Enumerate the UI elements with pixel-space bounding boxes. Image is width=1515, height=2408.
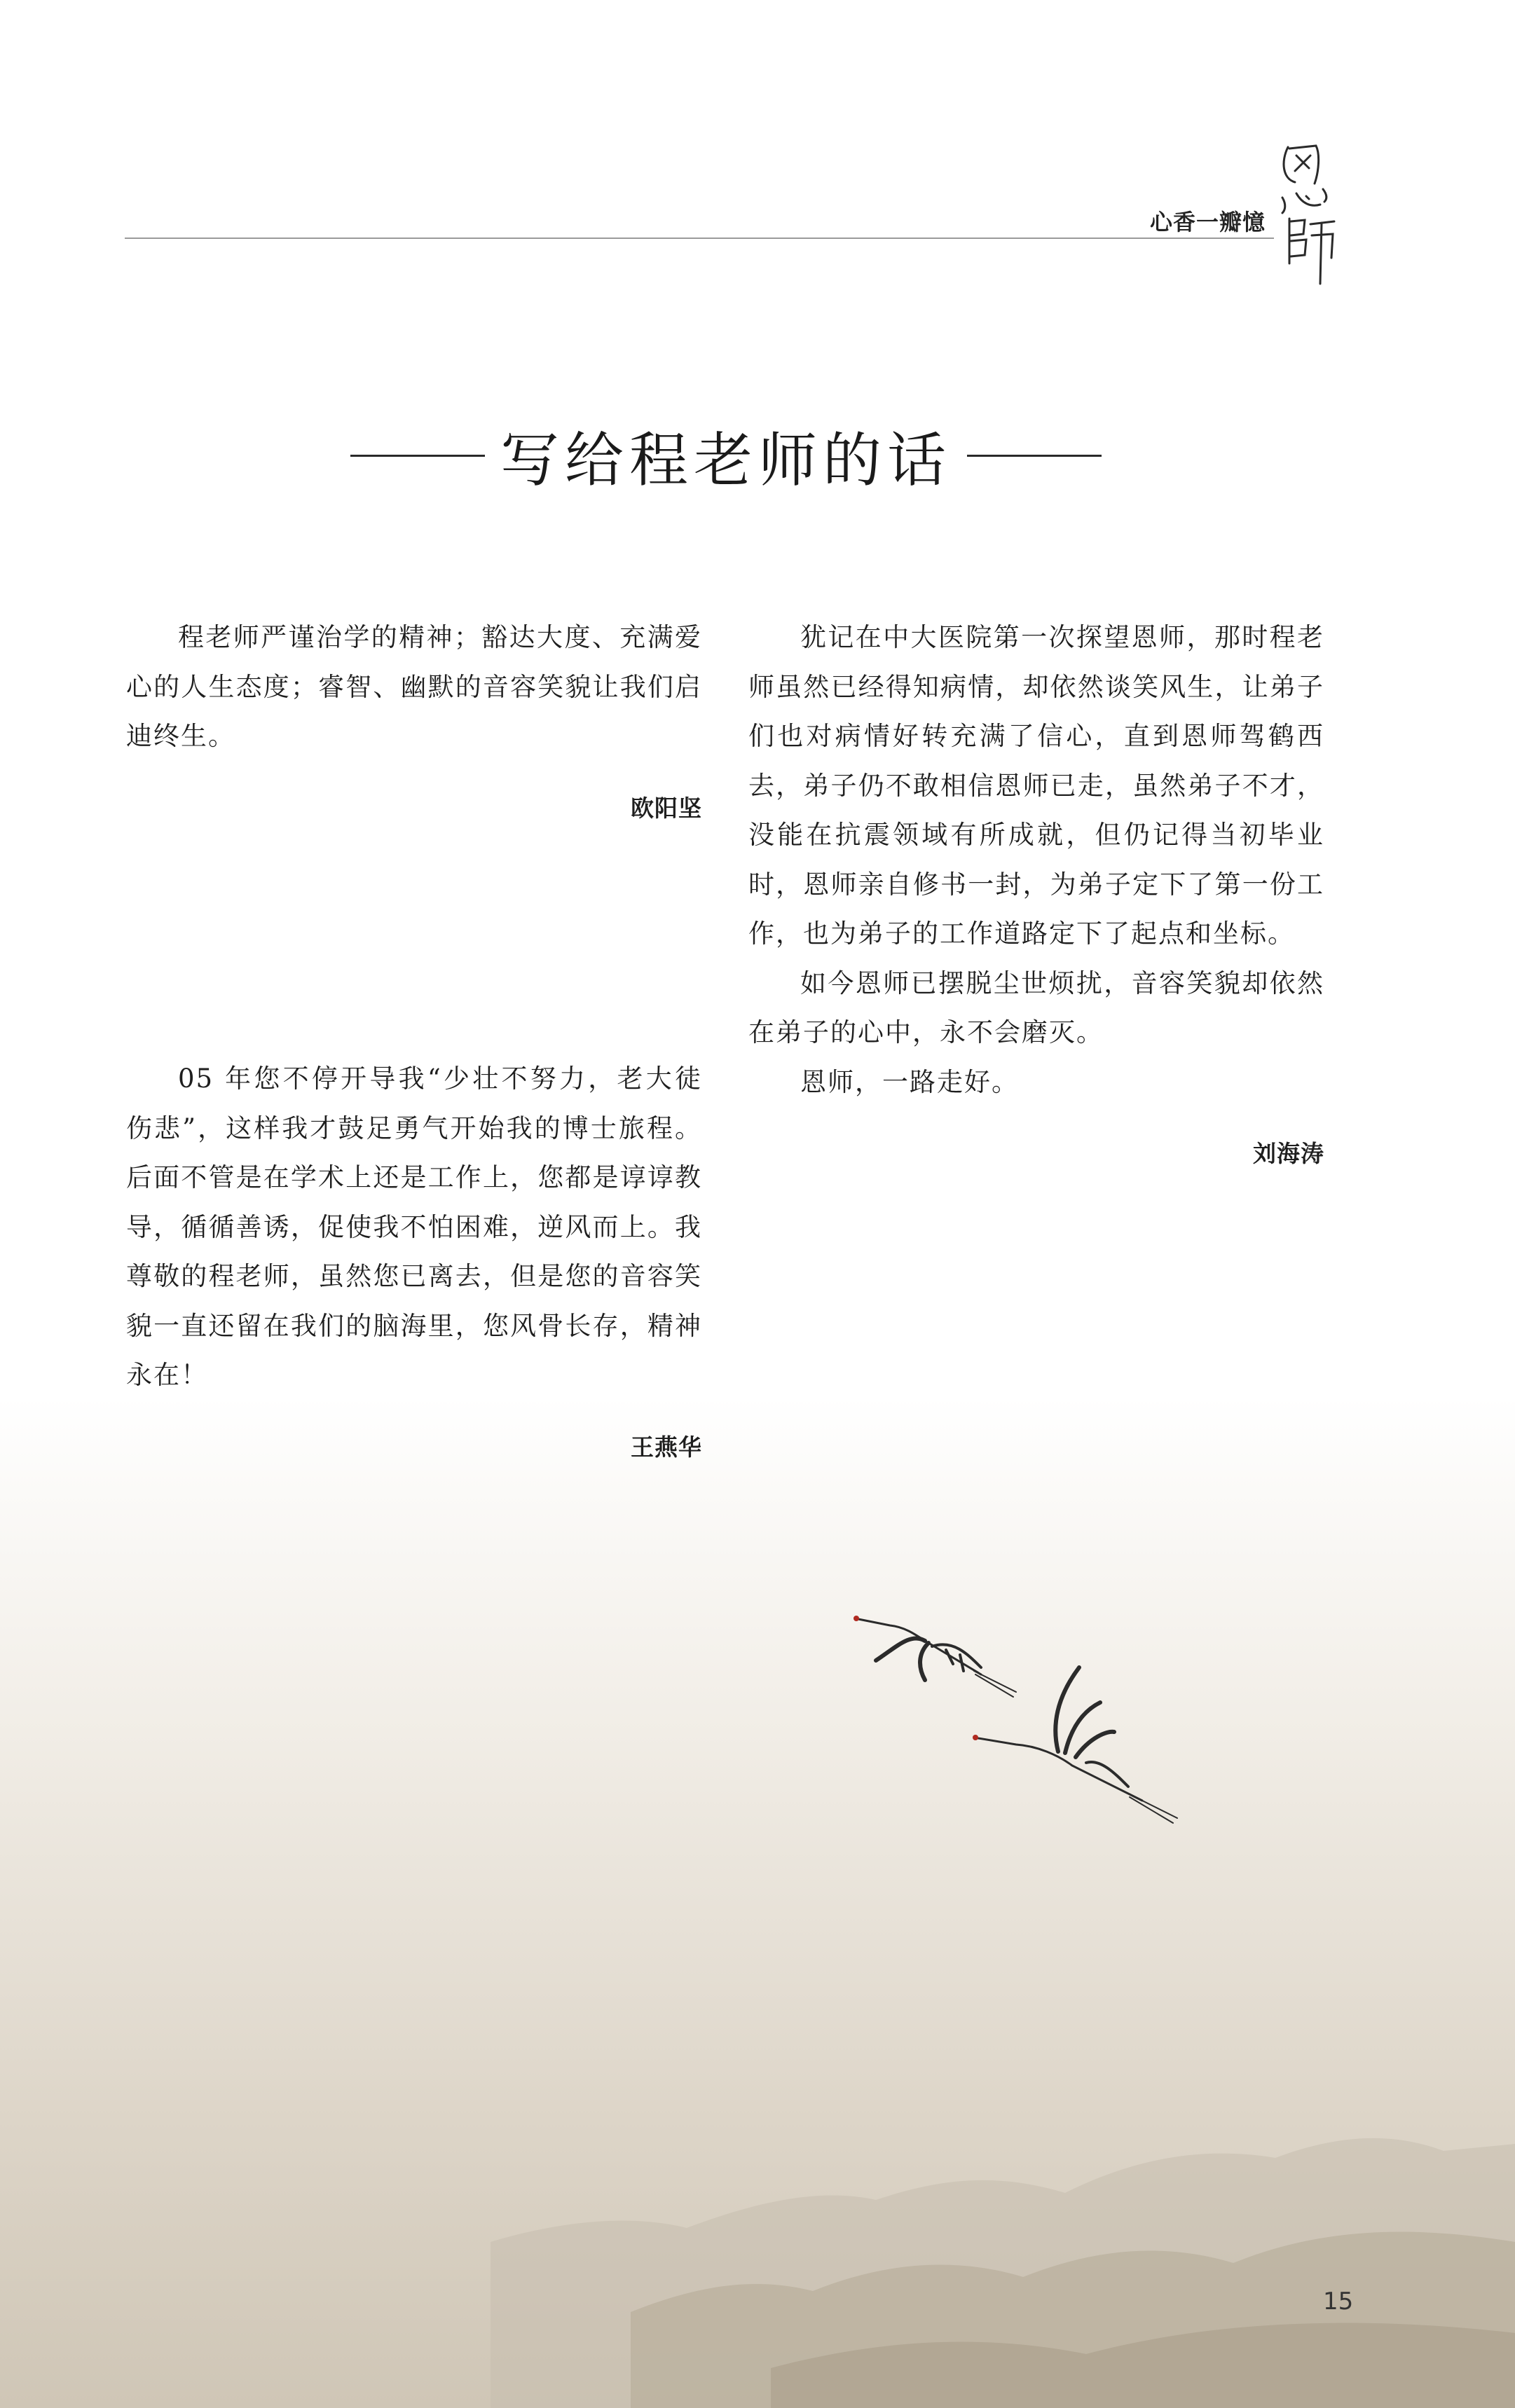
left-column-entry-2	[126, 1054, 702, 1472]
cranes-illustration	[848, 1597, 1184, 1843]
page-title: 写给程老师的话	[500, 426, 952, 495]
author-signature: 王燕华	[631, 1433, 702, 1461]
header-rule	[125, 238, 1274, 239]
entry-paragraph: 05 年您不停开导我“少壮不努力，老大徒伤悲”，这样我才鼓足勇气开始我的博士旅程。后面不管是在学术上还是工作上，您都是谆谆教导，循循善诱，促使我不怕困难，逆风而上。我尊敬的程老师，虽然您已离去，但是您的音容笑貌一直还留在我们的脑海里，您风骨长存，精神永在！	[126, 1064, 702, 1390]
author-signature: 刘海涛	[1253, 1140, 1324, 1167]
entry-paragraph: 恩师，一路走好。	[800, 1066, 1019, 1097]
mountains-illustration	[0, 2102, 1515, 2408]
section-name: 心香一瓣憶	[1149, 209, 1266, 235]
title-block	[0, 413, 1452, 498]
left-column-entry-1	[126, 613, 702, 833]
page-number: 15	[1323, 2287, 1354, 2316]
title-rule-right	[967, 455, 1102, 457]
author-signature: 欧阳坚	[631, 794, 702, 822]
title-rule-left	[350, 455, 485, 457]
calligraphy-logo	[1274, 140, 1337, 287]
entry-paragraph: 程老师严谨治学的精神；豁达大度、充满爱心的人生态度；睿智、幽默的音容笑貌让我们启迪终生。	[126, 622, 702, 751]
entry-paragraph: 犹记在中大医院第一次探望恩师，那时程老师虽然已经得知病情，却依然谈笑风生，让弟子们也对病情好转充满了信心，直到恩师驾鹤西去，弟子仍不敢相信恩师已走，虽然弟子不才，没能在抗震领域有所成就，但仍记得当初毕业时，恩师亲自修书一封，为弟子定下了第一份工作，也为弟子的工作道路定下了起点和坐标。	[748, 622, 1324, 949]
entry-paragraph: 如今恩师已摆脱尘世烦扰，音容笑貌却依然在弟子的心中，永不会磨灭。	[748, 968, 1324, 1047]
right-column-entry	[748, 613, 1324, 1179]
